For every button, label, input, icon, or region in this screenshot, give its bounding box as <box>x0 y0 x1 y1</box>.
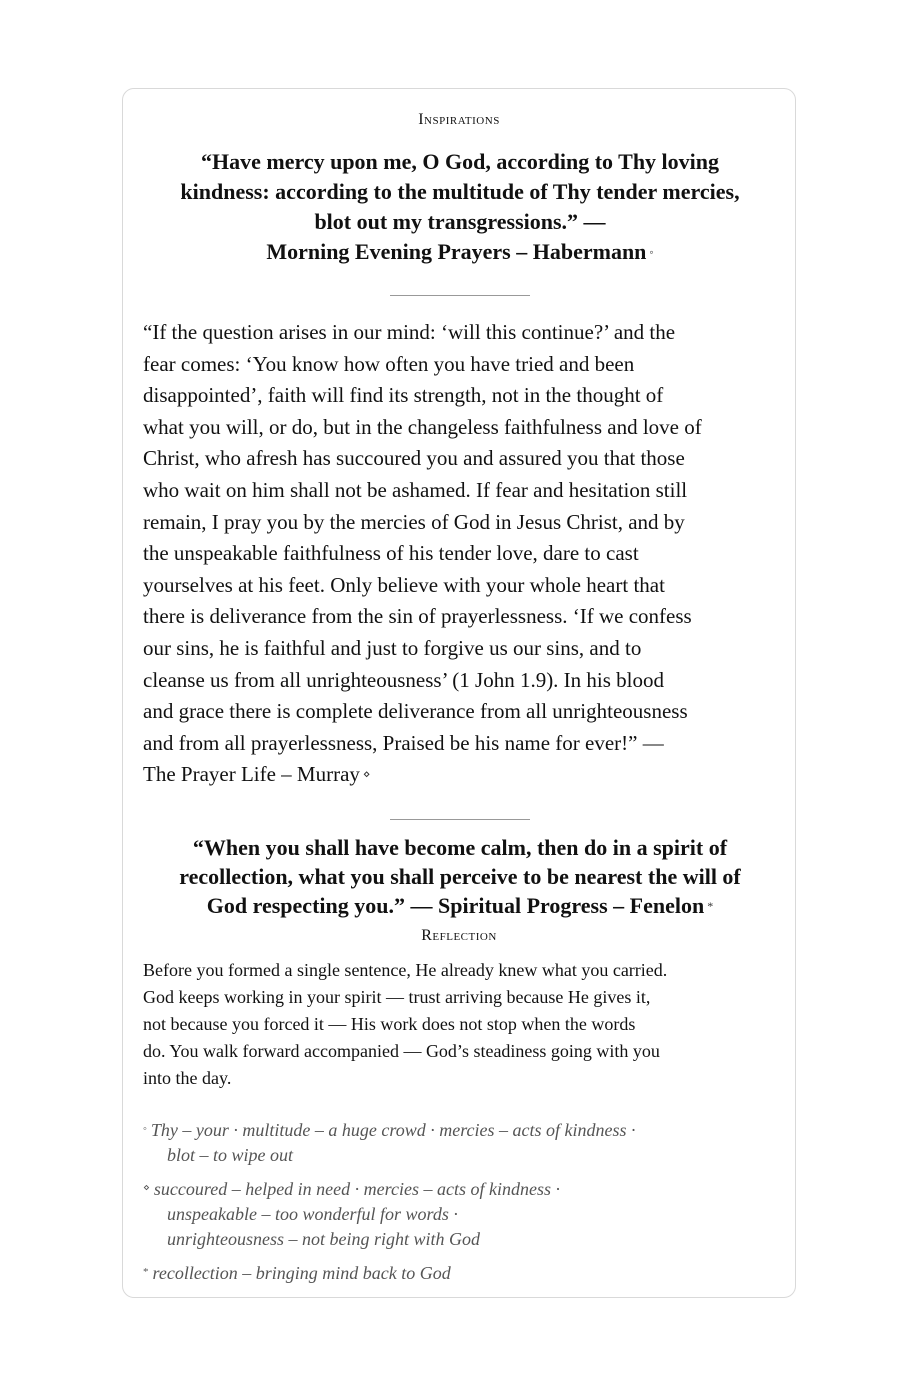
footnote-mark-circle: ◦ <box>649 245 654 259</box>
footnote-mark-asterisk: * <box>707 899 714 913</box>
quote-line: yourselves at his feet. Only believe with your whole heart that <box>143 572 665 597</box>
quote-attribution <box>143 891 777 921</box>
note-line <box>143 1117 783 1143</box>
note-line: unrighteousness – not being right with God <box>167 1229 481 1249</box>
quote-line: disappointed’, faith will find its strength, not in the thought of <box>143 383 664 408</box>
quote-line: “If the question arises in our mind: ‘will this continue?’ and the <box>143 320 676 344</box>
quote-attribution <box>143 759 783 791</box>
note-line <box>143 1260 783 1286</box>
quote-line: blot out my transgressions.” — <box>314 209 606 234</box>
quote-murray <box>143 317 783 791</box>
quote-line: remain, I pray you by the mercies of God in Jesus Christ, and by <box>143 509 685 534</box>
reflection-line: not because you forced it — His work does not stop when the words <box>143 1014 636 1034</box>
quote-line: the unspeakable faithfulness of his tender love, dare to cast <box>143 541 639 566</box>
quote-line: who wait on him shall not be ashamed. If fear and hesitation still <box>143 477 688 502</box>
quote-line: our sins, he is faithful and just to forgive us our sins, and to <box>143 635 642 660</box>
note-text: succoured – helped in need · mercies – acts of kindness · <box>153 1179 560 1199</box>
quote-line: there is deliverance from the sin of prayerlessness. ‘If we confess <box>143 604 692 629</box>
quote-habermann <box>143 147 777 267</box>
quote-line: and grace there is complete deliverance from all unrighteousness <box>143 699 688 724</box>
section-divider <box>390 819 530 820</box>
quote-line: kindness: according to the multitude of Thy tender mercies, <box>180 179 740 204</box>
glossary-note <box>143 1260 783 1286</box>
reflection-line: Before you formed a single sentence, He already knew what you carried. <box>143 960 668 980</box>
note-mark-asterisk: * <box>143 1266 149 1278</box>
glossary-note <box>143 1117 783 1168</box>
quote-attribution <box>143 237 777 267</box>
quote-line: “Have mercy upon me, O God, according to Thy loving <box>200 149 720 174</box>
note-mark-diamond: ⋄ <box>143 1182 150 1194</box>
quote-line: and from all prayerlessness, Praised be his name for ever!” — <box>143 730 664 755</box>
quote-line: fear comes: ‘You know how often you have tried and been <box>143 351 635 376</box>
quote-line: Christ, who afresh has succoured you and assured you that those <box>143 446 685 471</box>
note-line <box>143 1176 783 1202</box>
quote-fenelon <box>143 833 777 921</box>
note-line: unspeakable – too wonderful for words · <box>167 1204 458 1224</box>
note-mark-circle: ◦ <box>143 1123 147 1135</box>
section-divider <box>390 295 530 296</box>
glossary-note <box>143 1176 783 1252</box>
glossary-notes <box>143 1117 783 1294</box>
attribution-text: The Prayer Life – Murray <box>143 762 360 787</box>
attribution-text: God respecting you.” — Spiritual Progress – Fenelon <box>206 893 705 918</box>
quote-line: recollection, what you shall perceive to be nearest the will of <box>179 864 741 889</box>
quote-line: what you will, or do, but in the changeless faithfulness and love of <box>143 414 702 439</box>
devotional-card <box>122 88 796 1298</box>
footnote-mark-diamond: ⋄ <box>362 767 371 782</box>
inspirations-heading: Inspirations <box>418 111 500 128</box>
note-text: recollection – bringing mind back to God <box>152 1263 451 1283</box>
attribution-text: Morning Evening Prayers – Habermann <box>266 239 647 264</box>
reflection-heading: Reflection <box>421 927 497 944</box>
reflection-line: God keeps working in your spirit — trust arriving because He gives it, <box>143 987 651 1007</box>
quote-line: “When you shall have become calm, then do in a spirit of <box>192 835 728 860</box>
note-line: blot – to wipe out <box>167 1145 293 1165</box>
note-text: Thy – your · multitude – a huge crowd · mercies – acts of kindness · <box>150 1120 636 1140</box>
reflection-line: into the day. <box>143 1068 232 1088</box>
reflection-text <box>143 957 783 1092</box>
reflection-line: do. You walk forward accompanied — God’s steadiness going with you <box>143 1041 660 1061</box>
quote-line: cleanse us from all unrighteousness’ (1 John 1.9). In his blood <box>143 667 665 692</box>
